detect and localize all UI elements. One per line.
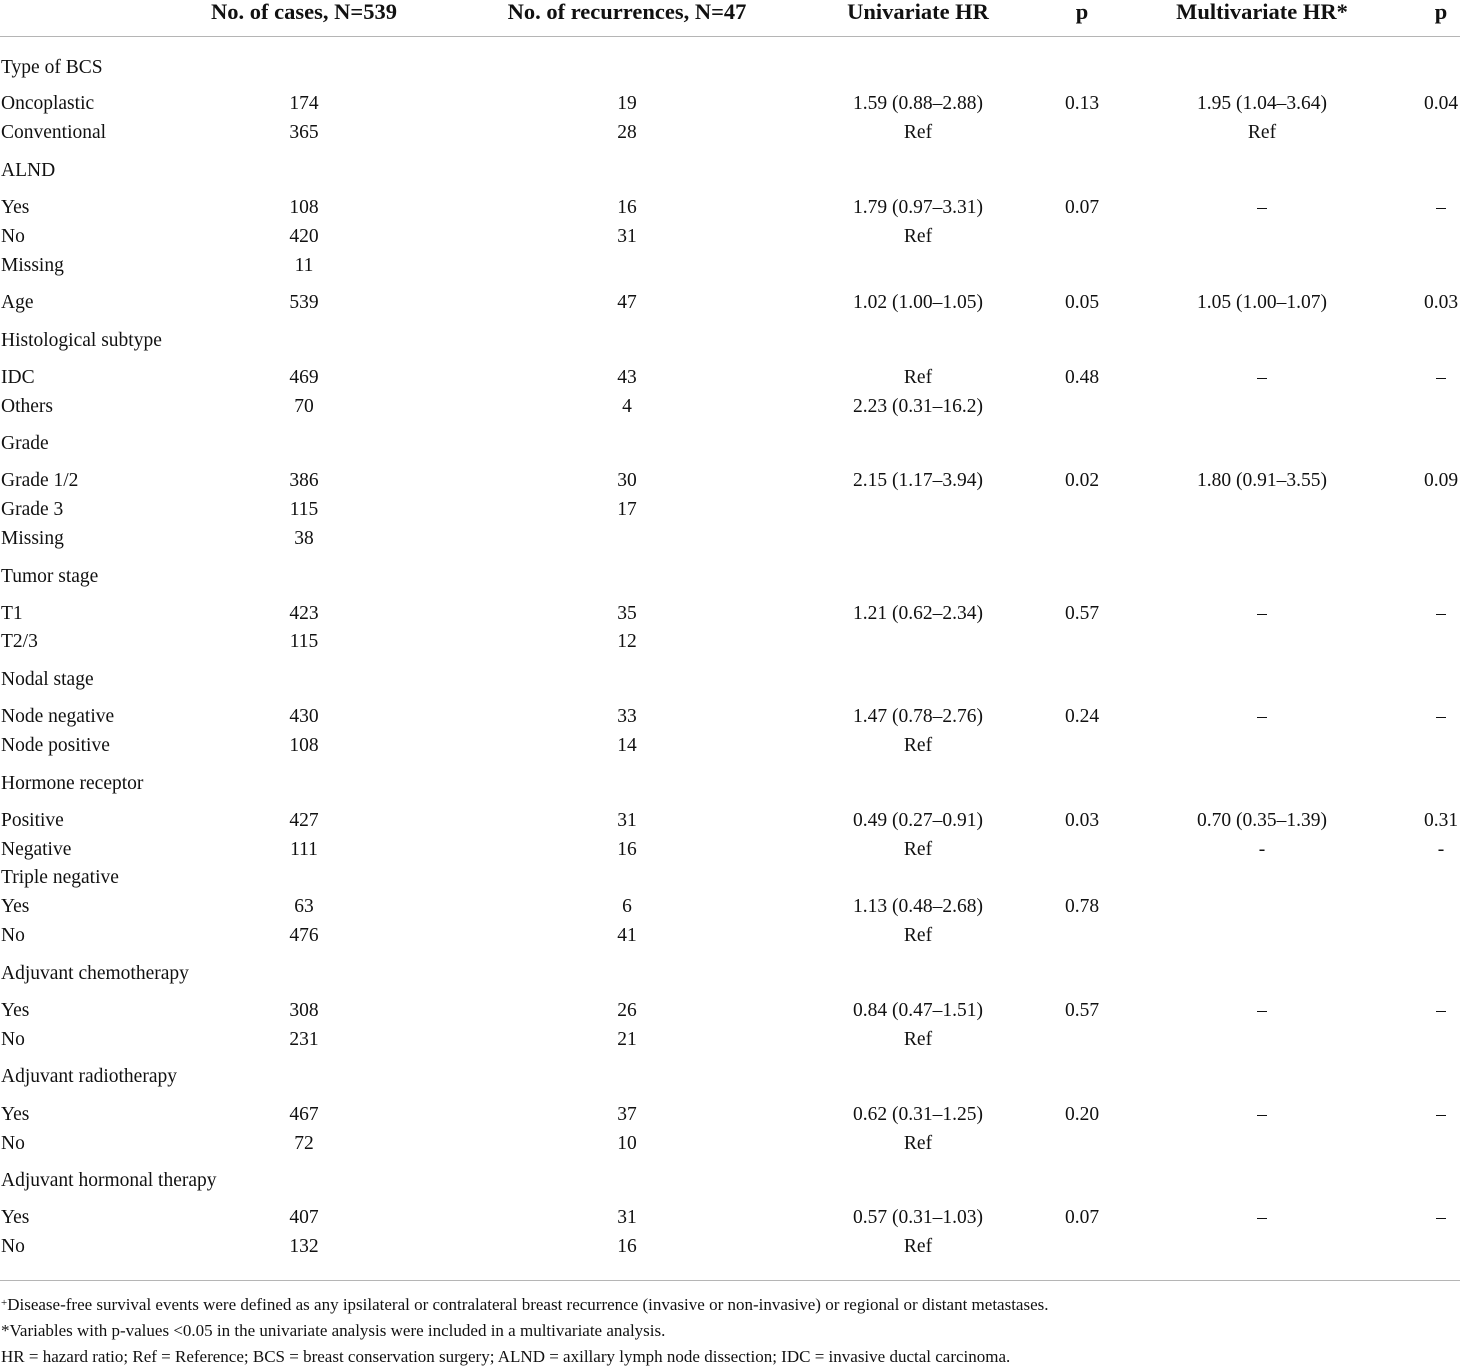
univariate-hr-cell: Ref xyxy=(903,122,933,143)
table-row xyxy=(0,1204,1460,1232)
multivariate-hr-cell: 1.80 (0.91–3.55) xyxy=(1197,470,1327,491)
univariate-p-cell: 0.13 xyxy=(1064,93,1100,114)
table-row xyxy=(0,1130,1460,1158)
row-label: Yes xyxy=(1,197,30,218)
footnote-dagger: +Disease-free survival events were defined as any ipsilateral or contralateral breast recurrence (invasive or non-invasive) or regional or distant metastases. xyxy=(1,1295,1049,1314)
table-row xyxy=(0,119,1460,147)
footer-divider xyxy=(0,1280,1460,1281)
row-label: No xyxy=(1,1133,25,1154)
cases-cell: 476 xyxy=(289,925,319,946)
multivariate-p-cell: – xyxy=(1436,706,1446,727)
cases-cell: 63 xyxy=(294,896,314,917)
row-label: Triple negative xyxy=(1,867,119,888)
univariate-hr-cell: Ref xyxy=(903,226,933,247)
table-row xyxy=(0,1101,1460,1129)
multivariate-hr-cell: – xyxy=(1257,1000,1267,1021)
row-label: T1 xyxy=(1,603,23,624)
recurrences-cell: 31 xyxy=(617,810,637,831)
row-label: ALND xyxy=(1,160,56,181)
cases-cell: 108 xyxy=(289,197,319,218)
row-label: Tumor stage xyxy=(1,566,99,587)
multivariate-hr-cell: 1.05 (1.00–1.07) xyxy=(1197,292,1327,313)
row-label: Grade 1/2 xyxy=(1,470,79,491)
row-label: Grade xyxy=(1,433,49,454)
footnote-abbreviations: HR = hazard ratio; Ref = Reference; BCS = breast conservation surgery; ALND = axillary lymph node dissection; IDC = invasive ductal carcinoma. xyxy=(1,1347,1011,1366)
table-row xyxy=(0,1167,1460,1195)
cases-cell: 38 xyxy=(294,528,314,549)
multivariate-hr-cell: - xyxy=(1258,839,1266,860)
univariate-hr-cell: 1.13 (0.48–2.68) xyxy=(853,896,983,917)
recurrences-cell: 31 xyxy=(617,1207,637,1228)
multivariate-p-cell: 0.31 xyxy=(1423,810,1459,831)
table-row xyxy=(0,628,1460,656)
header-divider xyxy=(0,36,1460,37)
multivariate-p-cell: 0.09 xyxy=(1423,470,1459,491)
header-univariate-p: p xyxy=(1075,0,1089,24)
header-cases: No. of cases, N=539 xyxy=(211,0,397,24)
univariate-hr-cell: Ref xyxy=(903,1029,933,1050)
table-row xyxy=(0,467,1460,495)
cases-cell: 427 xyxy=(289,810,319,831)
univariate-hr-cell: 0.84 (0.47–1.51) xyxy=(853,1000,983,1021)
cases-cell: 386 xyxy=(289,470,319,491)
row-label: Age xyxy=(1,292,34,313)
univariate-hr-cell: 0.49 (0.27–0.91) xyxy=(853,810,983,831)
table-row xyxy=(0,807,1460,835)
recurrences-cell: 37 xyxy=(617,1104,637,1125)
header-univariate-hr: Univariate HR xyxy=(847,0,989,24)
table-row xyxy=(0,1026,1460,1054)
table-row xyxy=(0,600,1460,628)
row-label: Others xyxy=(1,396,53,417)
recurrences-cell: 6 xyxy=(622,896,632,917)
row-label: T2/3 xyxy=(1,631,38,652)
row-label: Conventional xyxy=(1,122,107,143)
univariate-hr-cell: 2.23 (0.31–16.2) xyxy=(853,396,983,417)
table-row xyxy=(0,430,1460,458)
univariate-p-cell: 0.24 xyxy=(1064,706,1100,727)
row-label: Hormone receptor xyxy=(1,773,144,794)
table-row xyxy=(0,327,1460,355)
cases-cell: 174 xyxy=(289,93,319,114)
multivariate-p-cell: – xyxy=(1436,1000,1446,1021)
recurrences-cell: 14 xyxy=(617,735,637,756)
univariate-p-cell: 0.07 xyxy=(1064,1207,1100,1228)
cases-cell: 467 xyxy=(289,1104,319,1125)
cases-cell: 11 xyxy=(294,255,314,276)
multivariate-p-cell: - xyxy=(1437,839,1445,860)
row-label: Yes xyxy=(1,1000,30,1021)
cases-cell: 430 xyxy=(289,706,319,727)
table-row xyxy=(0,997,1460,1025)
univariate-p-cell: 0.05 xyxy=(1064,292,1100,313)
univariate-p-cell: 0.57 xyxy=(1064,603,1100,624)
row-label: No xyxy=(1,226,25,247)
table-row xyxy=(0,90,1460,118)
table-row xyxy=(0,194,1460,222)
cases-cell: 407 xyxy=(289,1207,319,1228)
univariate-hr-cell: 2.15 (1.17–3.94) xyxy=(853,470,983,491)
recurrences-cell: 47 xyxy=(617,292,637,313)
table-row xyxy=(0,1063,1460,1091)
cases-cell: 115 xyxy=(289,631,319,652)
univariate-hr-cell: 1.59 (0.88–2.88) xyxy=(853,93,983,114)
header-multivariate-hr: Multivariate HR* xyxy=(1176,0,1348,24)
table-row xyxy=(0,496,1460,524)
row-label: Yes xyxy=(1,896,30,917)
recurrences-cell: 16 xyxy=(617,197,637,218)
cases-cell: 70 xyxy=(294,396,314,417)
row-label: Missing xyxy=(1,255,64,276)
recurrences-cell: 16 xyxy=(617,839,637,860)
row-label: IDC xyxy=(1,367,35,388)
multivariate-hr-cell: – xyxy=(1257,603,1267,624)
header-recurrences: No. of recurrences, N=47 xyxy=(507,0,747,24)
univariate-hr-cell: 1.21 (0.62–2.34) xyxy=(853,603,983,624)
multivariate-p-cell: – xyxy=(1436,367,1446,388)
row-label: Yes xyxy=(1,1104,30,1125)
multivariate-p-cell: – xyxy=(1436,197,1446,218)
table-row xyxy=(0,922,1460,950)
table-row xyxy=(0,393,1460,421)
univariate-hr-cell: 0.62 (0.31–1.25) xyxy=(853,1104,983,1125)
table-row xyxy=(0,289,1460,317)
cases-cell: 132 xyxy=(289,1236,319,1257)
row-label: Adjuvant hormonal therapy xyxy=(1,1170,217,1191)
row-label: Yes xyxy=(1,1207,30,1228)
table-row xyxy=(0,732,1460,760)
row-label: Positive xyxy=(1,810,64,831)
multivariate-hr-cell: 1.95 (1.04–3.64) xyxy=(1197,93,1327,114)
table-row xyxy=(0,864,1460,892)
univariate-p-cell: 0.03 xyxy=(1064,810,1100,831)
table-row xyxy=(0,252,1460,280)
multivariate-hr-cell: – xyxy=(1257,706,1267,727)
recurrences-cell: 12 xyxy=(617,631,637,652)
cases-cell: 469 xyxy=(289,367,319,388)
multivariate-hr-cell: 0.70 (0.35–1.39) xyxy=(1197,810,1327,831)
multivariate-p-cell: 0.03 xyxy=(1423,292,1459,313)
table-row xyxy=(0,563,1460,591)
row-label: Node negative xyxy=(1,706,115,727)
multivariate-p-cell: – xyxy=(1436,1104,1446,1125)
table-row xyxy=(0,223,1460,251)
header-multivariate-p: p xyxy=(1434,0,1448,24)
multivariate-hr-cell: Ref xyxy=(1247,122,1277,143)
table-row xyxy=(0,1233,1460,1261)
table-row xyxy=(0,836,1460,864)
univariate-hr-cell: Ref xyxy=(903,1133,933,1154)
multivariate-p-cell: – xyxy=(1436,603,1446,624)
univariate-hr-cell: 1.02 (1.00–1.05) xyxy=(853,292,983,313)
row-label: Oncoplastic xyxy=(1,93,95,114)
recurrences-cell: 43 xyxy=(617,367,637,388)
univariate-p-cell: 0.57 xyxy=(1064,1000,1100,1021)
footnotes xyxy=(1,1292,1049,1370)
row-label: Negative xyxy=(1,839,72,860)
multivariate-hr-cell: – xyxy=(1257,1104,1267,1125)
row-label: Adjuvant chemotherapy xyxy=(1,963,189,984)
cases-cell: 539 xyxy=(289,292,319,313)
univariate-p-cell: 0.07 xyxy=(1064,197,1100,218)
multivariate-p-cell: 0.04 xyxy=(1423,93,1459,114)
recurrences-cell: 17 xyxy=(617,499,637,520)
table-row xyxy=(0,770,1460,798)
table-row xyxy=(0,157,1460,185)
row-label: Missing xyxy=(1,528,64,549)
recurrences-cell: 41 xyxy=(617,925,637,946)
cases-cell: 365 xyxy=(289,122,319,143)
row-label: Nodal stage xyxy=(1,669,94,690)
table-row xyxy=(0,364,1460,392)
row-label: No xyxy=(1,925,25,946)
table-row xyxy=(0,525,1460,553)
recurrences-cell: 30 xyxy=(617,470,637,491)
row-label: No xyxy=(1,1029,25,1050)
row-label: Type of BCS xyxy=(1,57,103,78)
cases-cell: 308 xyxy=(289,1000,319,1021)
row-label: Adjuvant radiotherapy xyxy=(1,1066,177,1087)
multivariate-hr-cell: – xyxy=(1257,1207,1267,1228)
univariate-hr-cell: 1.47 (0.78–2.76) xyxy=(853,706,983,727)
multivariate-hr-cell: – xyxy=(1257,367,1267,388)
univariate-hr-cell: 0.57 (0.31–1.03) xyxy=(853,1207,983,1228)
multivariate-hr-cell: – xyxy=(1257,197,1267,218)
row-label: Grade 3 xyxy=(1,499,64,520)
recurrences-cell: 19 xyxy=(617,93,637,114)
univariate-p-cell: 0.02 xyxy=(1064,470,1100,491)
recurrences-cell: 31 xyxy=(617,226,637,247)
table-row xyxy=(0,666,1460,694)
recurrences-cell: 35 xyxy=(617,603,637,624)
univariate-hr-cell: Ref xyxy=(903,735,933,756)
table-row xyxy=(0,54,1460,82)
cases-cell: 231 xyxy=(289,1029,319,1050)
cases-cell: 108 xyxy=(289,735,319,756)
cases-cell: 420 xyxy=(289,226,319,247)
cases-cell: 111 xyxy=(290,839,318,860)
recurrences-cell: 21 xyxy=(617,1029,637,1050)
table-row xyxy=(0,960,1460,988)
univariate-hr-cell: Ref xyxy=(903,925,933,946)
row-label: Histological subtype xyxy=(1,330,162,351)
recurrences-cell: 4 xyxy=(622,396,632,417)
cases-cell: 423 xyxy=(289,603,319,624)
recurrences-cell: 10 xyxy=(617,1133,637,1154)
multivariate-p-cell: – xyxy=(1436,1207,1446,1228)
recurrences-cell: 28 xyxy=(617,122,637,143)
footnote-star: *Variables with p-values <0.05 in the univariate analysis were included in a multivariate analysis. xyxy=(1,1321,666,1340)
univariate-p-cell: 0.20 xyxy=(1064,1104,1100,1125)
univariate-p-cell: 0.48 xyxy=(1064,367,1100,388)
univariate-p-cell: 0.78 xyxy=(1064,896,1100,917)
row-label: No xyxy=(1,1236,25,1257)
row-label: Node positive xyxy=(1,735,110,756)
univariate-hr-cell: Ref xyxy=(903,367,933,388)
table-row xyxy=(0,893,1460,921)
recurrences-cell: 16 xyxy=(617,1236,637,1257)
univariate-hr-cell: 1.79 (0.97–3.31) xyxy=(853,197,983,218)
table-row xyxy=(0,703,1460,731)
univariate-hr-cell: Ref xyxy=(903,839,933,860)
recurrences-cell: 26 xyxy=(617,1000,637,1021)
table-header xyxy=(0,0,1460,32)
cases-cell: 72 xyxy=(294,1133,314,1154)
recurrences-cell: 33 xyxy=(617,706,637,727)
univariate-hr-cell: Ref xyxy=(903,1236,933,1257)
cases-cell: 115 xyxy=(289,499,319,520)
